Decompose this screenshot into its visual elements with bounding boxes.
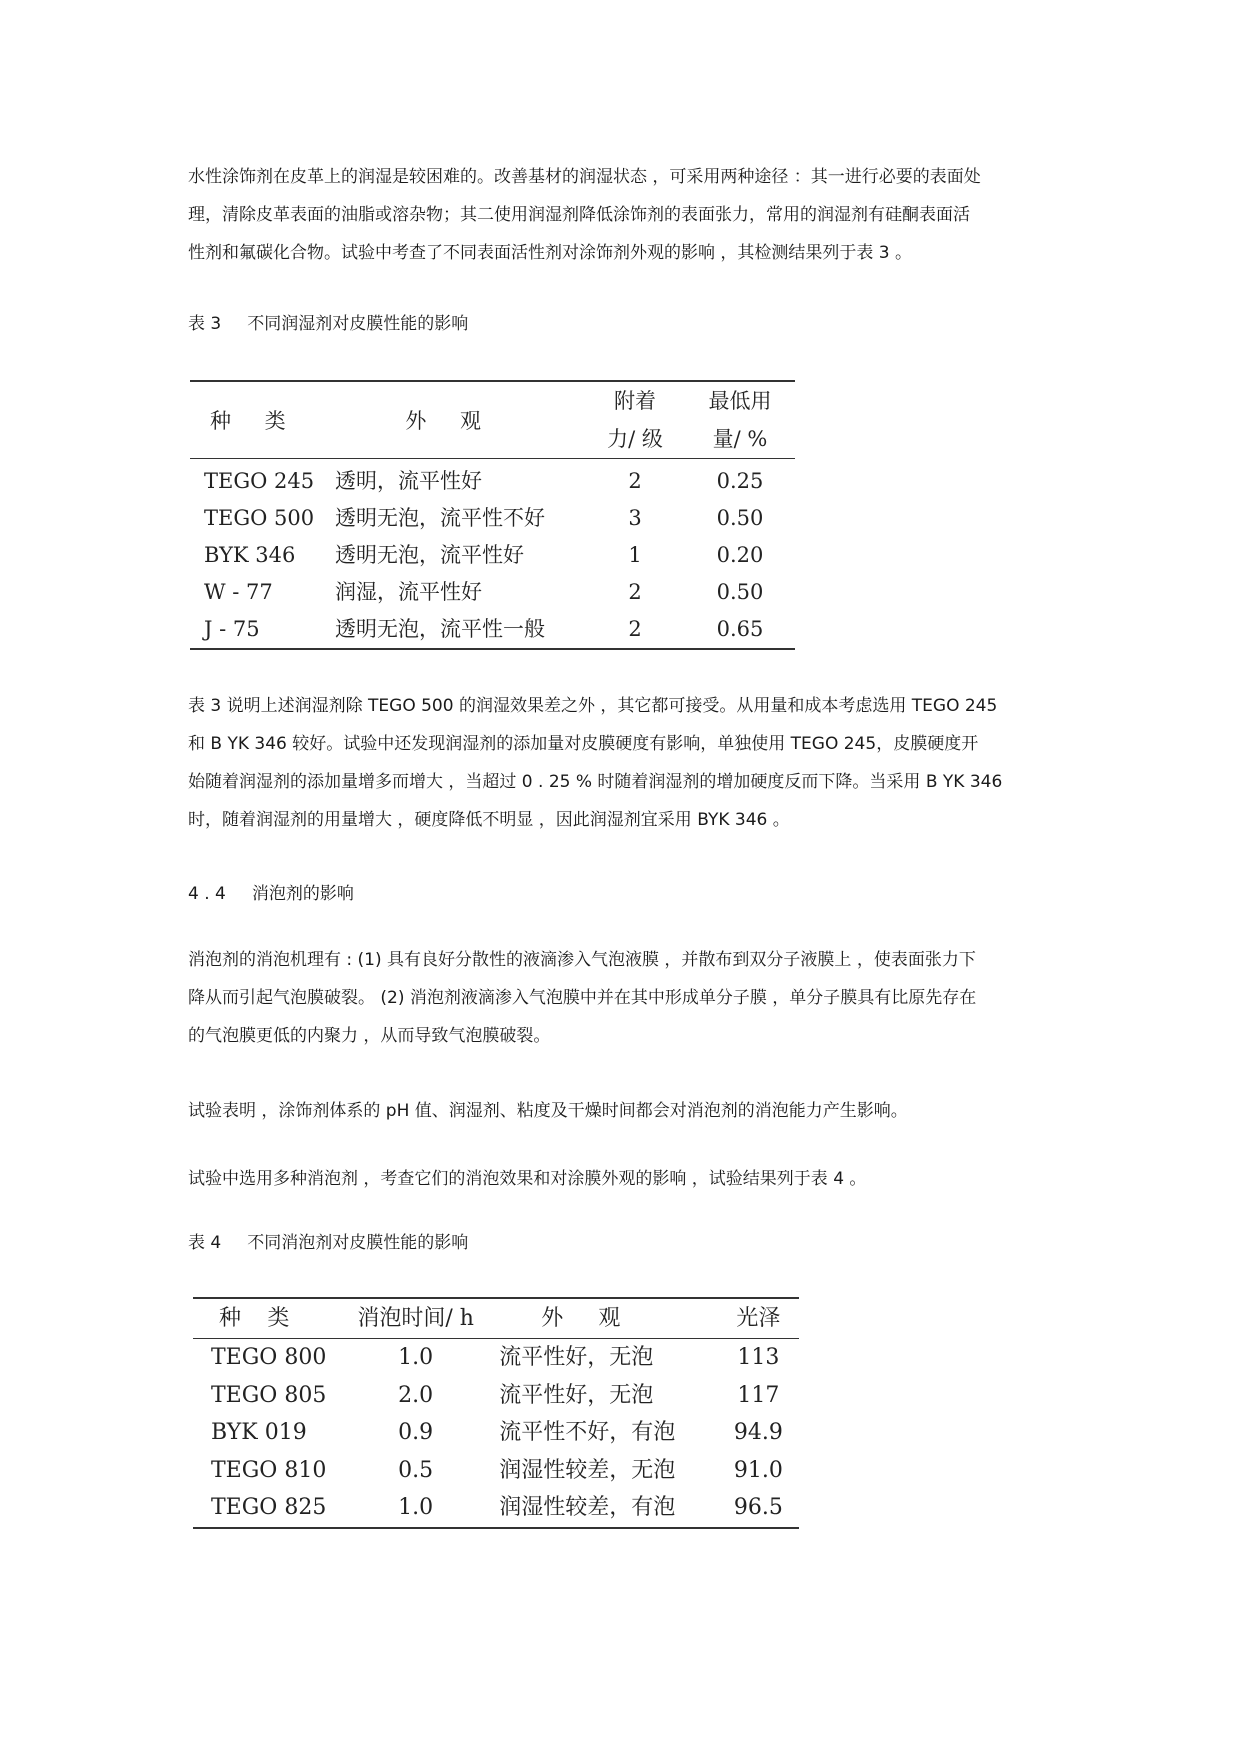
table4-title: 不同消泡剂对皮膜性能的影响 (247, 1233, 469, 1253)
table-row (190, 574, 795, 611)
table3-caption (188, 309, 468, 334)
table4-caption (188, 1228, 468, 1253)
text-line: 试验表明 ，涂饰剂体系的 pH 值、润湿剂、粘度及干燥时间都会对消泡剂的消泡能力产生影响。 (188, 1101, 908, 1121)
header-min-dose: 最低用 量/ % (708, 389, 772, 451)
cell-defoam-time: 2.0 (398, 1382, 434, 1408)
cell-defoam-time: 1.0 (398, 1345, 434, 1370)
cell-appearance: 润湿，流平性好 (335, 580, 482, 604)
table4-defoamers (193, 1297, 799, 1529)
text-line: 的气泡膜更低的内聚力 ，从而导致气泡膜破裂。 (188, 1026, 551, 1046)
section-title: 消泡剂的影响 (251, 884, 354, 904)
cell-appearance: 透明无泡，流平性一般 (335, 617, 545, 641)
table-row (190, 500, 795, 537)
cell-appearance: 透明无泡，流平性好 (335, 543, 524, 567)
text-line: 理，清除皮革表面的油脂或溶杂物；其二使用润湿剂降低涂饰剂的表面张力，常用的润湿剂有硅酮表面活 (188, 205, 970, 225)
text-line: 时，随着润湿剂的用量增大 ，硬度降低不明显 ，因此润湿剂宜采用 BYK 346 。 (188, 810, 790, 830)
paragraph-defoamer-mechanism (188, 941, 1088, 1055)
text-line: 性剂和氟碳化合物。试验中考查了不同表面活性剂对涂饰剂外观的影响 ，其检测结果列于表 3 。 (188, 243, 913, 263)
table-header-row (190, 381, 795, 459)
cell-min-dose: 0.25 (716, 469, 764, 493)
text-line: 始随着润湿剂的添加量增多而增大 ，当超过 0 . 25 % 时随着润湿剂的增加硬度反而下降。当采用 B YK 346 (188, 772, 1003, 792)
paragraph-defoamer-selection (188, 1160, 1088, 1198)
cell-defoam-time: 0.9 (398, 1420, 434, 1445)
cell-adhesion: 2 (628, 617, 642, 641)
table-row (193, 1489, 799, 1528)
table-row (193, 1452, 799, 1490)
cell-appearance: 流平性不好，有泡 (499, 1420, 676, 1445)
cell-appearance: 润湿性较差，无泡 (499, 1457, 676, 1483)
cell-type: TEGO 500 (204, 506, 315, 530)
cell-gloss: 94.9 (733, 1420, 783, 1445)
table-row (190, 537, 795, 574)
table3-number: 表 3 (188, 314, 222, 334)
cell-min-dose: 0.20 (716, 543, 764, 567)
cell-appearance: 流平性好，无泡 (499, 1345, 654, 1370)
header-type: 种类 (219, 1306, 316, 1331)
header-defoam-time: 消泡时间/ h (357, 1306, 474, 1331)
table-header-row (193, 1298, 799, 1339)
cell-defoam-time: 0.5 (398, 1457, 434, 1483)
header-adhesion: 附着 力/ 级 (607, 389, 663, 451)
text-line: 表 3 说明上述润湿剂除 TEGO 500 的润湿效果差之外 ，其它都可接受。从用量和成本考虑选用 TEGO 245 (188, 696, 998, 716)
header-appearance: 外观 (541, 1306, 656, 1331)
header-appearance: 外观 (405, 409, 515, 433)
cell-adhesion: 3 (628, 506, 642, 530)
table-row (190, 611, 795, 649)
table-row (193, 1414, 799, 1452)
table-row (190, 459, 795, 501)
cell-min-dose: 0.50 (716, 506, 764, 530)
cell-defoam-time: 1.0 (398, 1495, 434, 1520)
cell-type: W - 77 (204, 580, 273, 604)
paragraph-wetting-intro (188, 158, 1088, 272)
cell-type: TEGO 805 (211, 1382, 327, 1408)
cell-type: J - 75 (204, 617, 260, 641)
cell-appearance: 透明无泡，流平性不好 (335, 506, 545, 530)
text-line: 降从而引起气泡膜破裂。 (2) 消泡剂液滴渗入气泡膜中并在其中形成单分子膜 ，单分子膜具有比原先存在 (188, 988, 977, 1008)
cell-type: TEGO 825 (211, 1495, 327, 1520)
text-line: 和 B YK 346 较好。试验中还发现润湿剂的添加量对皮膜硬度有影响，单独使用 TEGO 245，皮膜硬度开 (188, 734, 979, 754)
table3-title: 不同润湿剂对皮膜性能的影响 (247, 314, 469, 334)
cell-type: BYK 346 (204, 543, 296, 567)
cell-type: TEGO 245 (204, 469, 315, 493)
cell-min-dose: 0.65 (716, 617, 764, 641)
table-row (193, 1377, 799, 1415)
header-gloss: 光泽 (736, 1306, 781, 1331)
cell-gloss: 113 (737, 1345, 780, 1370)
cell-gloss: 91.0 (733, 1457, 783, 1483)
table-row (193, 1339, 799, 1377)
cell-gloss: 96.5 (733, 1495, 783, 1520)
cell-type: TEGO 800 (211, 1345, 327, 1370)
paragraph-table3-discussion (188, 687, 1088, 839)
cell-adhesion: 2 (628, 580, 642, 604)
cell-type: BYK 019 (211, 1420, 307, 1445)
section-heading (188, 879, 354, 904)
table3-wetting-agents (190, 380, 795, 650)
text-line: 试验中选用多种消泡剂 ，考查它们的消泡效果和对涂膜外观的影响 ，试验结果列于表 4 。 (188, 1169, 867, 1189)
cell-type: TEGO 810 (211, 1457, 327, 1483)
cell-min-dose: 0.50 (716, 580, 764, 604)
section-number: 4 . 4 (188, 884, 226, 904)
cell-adhesion: 1 (628, 543, 642, 567)
text-line: 水性涂饰剂在皮革上的润湿是较困难的。改善基材的润湿状态 ，可采用两种途径 ：其一进行必要的表面处 (188, 167, 981, 187)
cell-appearance: 润湿性较差，有泡 (499, 1495, 676, 1520)
cell-appearance: 透明，流平性好 (335, 469, 482, 493)
cell-appearance: 流平性好，无泡 (499, 1382, 654, 1408)
cell-gloss: 117 (737, 1382, 780, 1408)
text-line: 消泡剂的消泡机理有 : (1) 具有良好分散性的液滴渗入气泡液膜 ，并散布到双分子液膜上 ，使表面张力下 (188, 950, 976, 970)
table4-number: 表 4 (188, 1233, 222, 1253)
cell-adhesion: 2 (628, 469, 642, 493)
header-type: 种类 (210, 409, 320, 433)
paragraph-test-results (188, 1092, 1088, 1130)
